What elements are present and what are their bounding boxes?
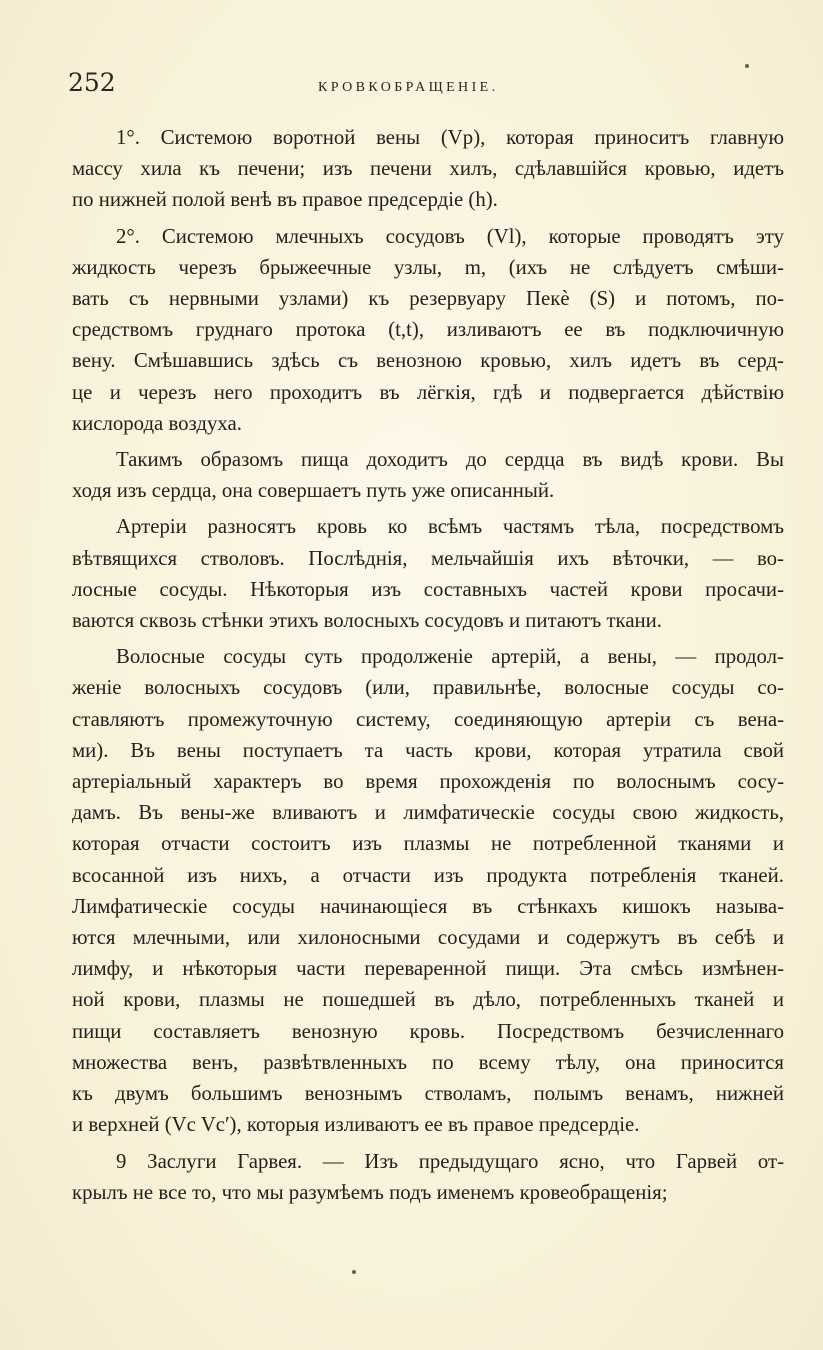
text-line: Волосные сосуды суть продолженіе артерій, а вены, — продол-	[116, 645, 784, 669]
page-header	[68, 68, 788, 108]
text-line: Лимфатическіе сосуды начинающіеся въ стѣнкахъ кишокъ называ-	[72, 894, 784, 918]
body-text	[72, 122, 784, 1213]
paragraph	[72, 444, 784, 506]
text-line: ваются сквозь стѣнки этихъ волосныхъ сосудовъ и питаютъ ткани.	[72, 609, 663, 633]
text-line: ми). Въ вены поступаетъ та часть крови, которая утратила свой	[72, 738, 784, 762]
text-line: всосанной изъ нихъ, а отчасти изъ продукта потребленія тканей.	[72, 863, 784, 887]
text-line: крылъ не все то, что мы разумѣемъ подъ именемъ кровеобращенія;	[72, 1180, 668, 1204]
text-line: вѣтвящихся стволовъ. Послѣднія, мельчайшія ихъ вѣточки, — во-	[72, 546, 784, 570]
text-line: лосные сосуды. Нѣкоторыя изъ составныхъ частей крови просачи-	[72, 577, 784, 601]
text-line: по нижней полой венѣ въ правое предсердіе (h).	[72, 188, 498, 212]
text-line: 2°. Системою млечныхъ сосудовъ (Vl), которые проводятъ эту	[116, 224, 784, 248]
text-line: 1°. Системою воротной вены (Vp), которая приноситъ главную	[116, 126, 784, 149]
text-line: ной крови, плазмы не пошедшей въ дѣло, потребленныхъ тканей и	[72, 988, 784, 1012]
text-line: и верхней (Vc Vc′), которыя изливаютъ ее въ правое предсердіе.	[72, 1113, 640, 1137]
text-line: множества венъ, развѣтвленныхъ по всему тѣлу, она приносится	[72, 1050, 784, 1074]
paragraph	[72, 511, 784, 636]
text-line: 9 Заслуги Гарвея. — Изъ предыдущаго ясно, что Гарвей от-	[116, 1149, 784, 1173]
paragraph	[72, 221, 784, 439]
text-line: массу хила къ печени; изъ печени хилъ, сдѣлавшійся кровью, идетъ	[72, 157, 784, 181]
text-line: ставляютъ промежуточную систему, соединяющую артеріи съ вена-	[72, 707, 784, 731]
text-line: артеріальный характеръ во время прохожденія по волоснымъ сосу-	[72, 770, 784, 794]
text-line: женіе волосныхъ сосудовъ (или, правильнѣе, волосные сосуды со-	[72, 676, 784, 700]
text-line: средствомъ груднаго протока (t,t), изливаютъ ее въ подключичную	[72, 318, 784, 342]
text-line: Такимъ образомъ пища доходитъ до сердца въ видѣ крови. Вы	[116, 448, 784, 472]
text-line: дамъ. Въ вены-же вливаютъ и лимфатическіе сосуды свою жидкость,	[72, 801, 784, 825]
text-line: ходя изъ сердца, она совершаетъ путь уже описанный.	[72, 479, 555, 503]
paragraph	[72, 122, 784, 216]
running-head: КРОВКОБРАЩЕНІЕ.	[318, 80, 499, 95]
text-line: къ двумъ большимъ венознымъ стволамъ, полымъ венамъ, нижней	[72, 1082, 784, 1106]
paragraph	[72, 1146, 784, 1208]
page-number: 252	[68, 68, 116, 97]
paragraph	[72, 641, 784, 1140]
text-line: которая отчасти состоитъ изъ плазмы не потребленной тканями и	[72, 832, 784, 856]
text-line: пищи составляетъ венозную кровь. Посредствомъ безчисленнаго	[72, 1019, 784, 1043]
text-line: кислорода воздуха.	[72, 411, 242, 435]
text-line: лимфу, и нѣкоторыя части переваренной пищи. Эта смѣсь измѣнен-	[72, 957, 784, 981]
text-line: це и черезъ него проходитъ въ лёгкія, гдѣ и подвергается дѣйствію	[72, 380, 784, 404]
text-line: ются млечными, или хилоносными сосудами и содержутъ въ себѣ и	[72, 926, 784, 950]
text-line: вать съ нервными узлами) къ резервуару Пекѐ (S) и потомъ, по-	[72, 287, 784, 311]
text-line: вену. Смѣшавшись здѣсь съ венозною кровью, хилъ идетъ въ серд-	[72, 349, 784, 373]
text-line: Артеріи разносятъ кровь ко всѣмъ частямъ тѣла, посредствомъ	[116, 515, 784, 539]
text-line: жидкость черезъ брыжеечные узлы, m, (ихъ не слѣдуетъ смѣши-	[72, 255, 784, 279]
ink-speck	[352, 1270, 356, 1274]
